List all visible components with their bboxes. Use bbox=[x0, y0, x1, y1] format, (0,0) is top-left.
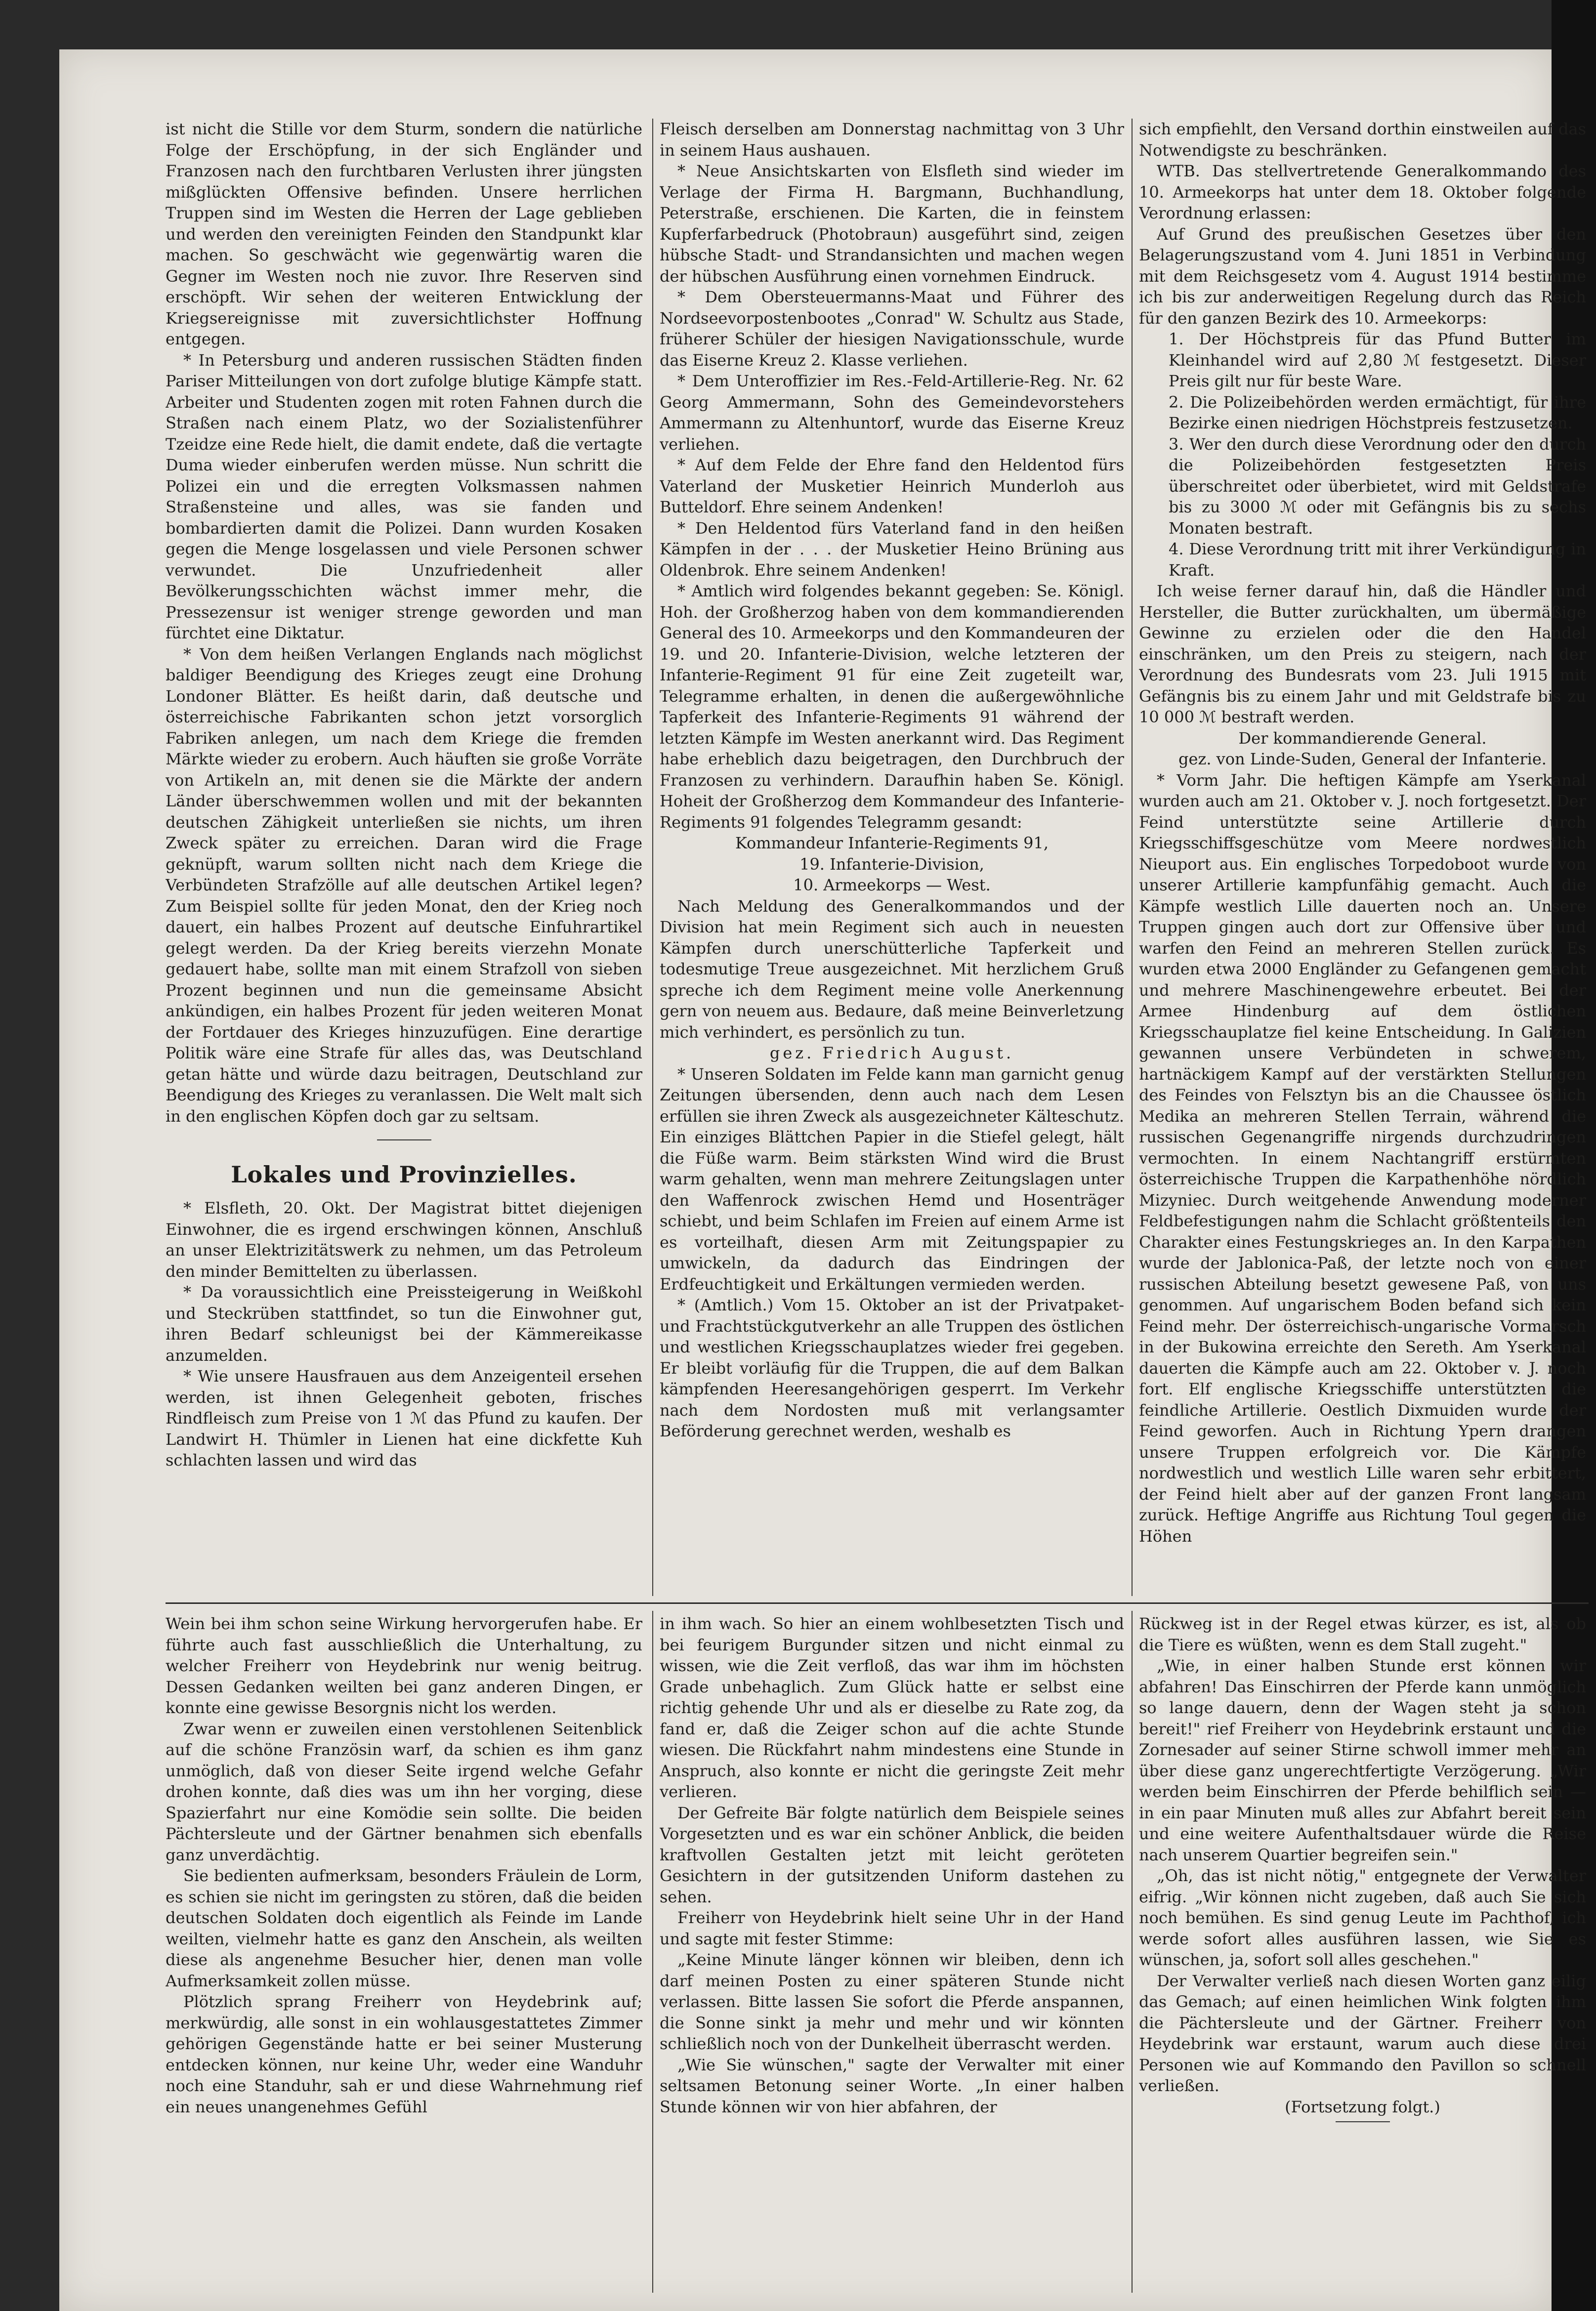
article-paragraph: * Dem Unteroffizier im Res.-Feld-Artillerie-Reg. Nr. 62 Georg Ammermann, Sohn des Gemeindevorstehers Ammermann zu Altenhuntorf, wurde das Eiserne Kreuz verliehen. bbox=[660, 372, 1124, 454]
continuation-note: (Fortsetzung folgt.) bbox=[1285, 2097, 1440, 2116]
serial-column-1 bbox=[166, 1613, 642, 2290]
signature-line: Der kommandierende General. bbox=[1238, 728, 1487, 748]
article-paragraph: * Wie unsere Hausfrauen aus dem Anzeigenteil ersehen werden, ist ihnen Gelegenheit geboten, frisches Rindfleisch zum Preise von 1 ℳ das Pfund zu kaufen. Der Landwirt H. Thümler in Lienen hat eine dickfette Kuh schlachten lassen und wird das bbox=[166, 1367, 642, 1470]
news-column-2 bbox=[660, 119, 1124, 1601]
article-paragraph: sich empfiehlt, den Versand dorthin einstweilen auf das Notwendigste zu beschränken. bbox=[1139, 120, 1586, 160]
article-paragraph: * Neue Ansichtskarten von Elsfleth sind wieder im Verlage der Firma H. Bargmann, Buchhandlung, Peterstraße, erschienen. Die Karten, die in feinstem Kupferfarbedruck (Photobraun) ausgeführt sind, zeigen hübsche Stadt- und Strandansichten und machen wegen der hübschen Ausführung einen vornehmen Eindruck. bbox=[660, 162, 1124, 286]
serial-paragraph: Wein bei ihm schon seine Wirkung hervorgerufen habe. Er führte auch fast ausschließlich die Unterhaltung, zu welcher Freiherr von Heydebrink nur wenig beitrug. Dessen Gedanken weilten bei ganz anderen Dingen, er konnte eine gewisse Besorgnis nicht los werden. bbox=[166, 1614, 642, 1717]
article-paragraph: Auf Grund des preußischen Gesetzes über den Belagerungszustand vom 4. Juni 1851 in Verbindung mit dem Reichsgesetz vom 4. August 1914 bestimme ich bis zur anderweitigen Regelung durch das Reich für den ganzen Bezirk des 10. Armeekorps: bbox=[1139, 224, 1586, 328]
serial-paragraph: Sie bedienten aufmerksam, besonders Fräulein de Lorm, es schien sie nicht im geringsten zu stören, daß die beiden deutschen Soldaten doch eigentlich als Feinde im Lande weilten, vielmehr hatte es ganz den Anschein, als weilten diese als angenehme Besucher hier, denen man volle Aufmerksamkeit zollen müsse. bbox=[166, 1866, 642, 1990]
article-paragraph: * Auf dem Felde der Ehre fand den Heldentod fürs Vaterland der Musketier Heinrich Munderloh aus Butteldorf. Ehre seinem Andenken! bbox=[660, 456, 1124, 516]
signature-line: gez. von Linde-Suden, General der Infanterie. bbox=[1178, 750, 1547, 768]
serial-paragraph: Der Verwalter verließ nach diesen Worten ganz eilig das Gemach; auf einen heimlichen Wink folgten ihm die Pächtersleute und der Gärtner. Freiherr von Heydebrink war erstaunt, warum auch diese drei Personen wie auf Kommando den Pavillon so schnell verließen. bbox=[1139, 1971, 1586, 2095]
article-paragraph: * Amtlich wird folgendes bekannt gegeben: Se. Königl. Hoh. der Großherzog haben von dem kommandierenden General des 10. Armeekorps und den Kommandeuren der 19. und 20. Infanterie-Division, welche letzteren der Infanterie-Regiment 91 für eine Zeit zugeteilt war, Telegramme erhalten, in denen die außergewöhnliche Tapferkeit des Infanterie-Regiments 91 während der letzten Kämpfe im Westen anerkannt wird. Das Regiment habe erheblich dazu beigetragen, den Durchbruch der Franzosen zu verhindern. Daraufhin haben Se. Königl. Hoheit der Großherzog dem Kommandeur des Infanterie-Regiments 91 folgendes Telegramm gesandt: bbox=[660, 582, 1124, 832]
serial-paragraph: Freiherr von Heydebrink hielt seine Uhr in der Hand und sagte mit fester Stimme: bbox=[660, 1908, 1124, 1948]
article-paragraph: * Elsfleth, 20. Okt. Der Magistrat bittet diejenigen Einwohner, die es irgend erschwingen können, Anschluß an unser Elektrizitätswerk zu nehmen, um das Petroleum den minder Bemittelten zu überlassen. bbox=[166, 1199, 642, 1281]
section-heading: Lokales und Provinzielles. bbox=[231, 1161, 577, 1188]
serial-paragraph: Zwar wenn er zuweilen einen verstohlenen Seitenblick auf die schöne Französin warf, da schien es ihm ganz unmöglich, daß von dieser Seite irgend welche Gefahr drohen konnte, daß dies was um ihn her vorging, diese Spazierfahrt nur eine Komödie sein sollte. Die beiden Pächtersleute und der Gärtner benahmen sich ebenfalls ganz unverdächtig. bbox=[166, 1719, 642, 1864]
article-paragraph: ist nicht die Stille vor dem Sturm, sondern die natürliche Folge der Erschöpfung, in der sich Engländer und Franzosen nach den furchtbaren Verlusten ihrer jüngsten mißglückten Offensive befinden. Unsere herrlichen Truppen sind im Westen die Herren der Lage geblieben und werden den vereinigten Feinden den Standpunkt klar machen. So geschwächt wie gegenwärtig waren die Gegner im Westen noch nie zuvor. Ihre Reserven sind erschöpft. Wir sehen der weiteren Entwicklung der Kriegsereignisse mit zuversichtlichster Hoffnung entgegen. bbox=[166, 120, 642, 348]
separator-rule bbox=[377, 1139, 431, 1140]
column-rule bbox=[1132, 119, 1133, 1596]
article-paragraph: * Da voraussichtlich eine Preissteigerung in Weißkohl und Steckrüben stattfindet, so tun die Einwohner gut, ihren Bedarf schleunigst bei der Kämmereikasse anzumelden. bbox=[166, 1283, 642, 1365]
serial-column-2 bbox=[660, 1613, 1124, 2290]
article-paragraph: * Vorm Jahr. Die heftigen Kämpfe am Yserkanal wurden auch am 21. Oktober v. J. noch fortgesetzt. Der Feind unterstützte seine Artillerie durch Kriegsschiffsgeschütze vom Meere nordwestlich Nieuport aus. Ein englisches Torpedoboot wurde von unserer Artillerie kampfunfähig gemacht. Auch die Kämpfe westlich Lille dauerten noch an. Unsere Truppen gingen auch dort zur Offensive über und warfen den Feind an mehreren Stellen zurück. Es wurden etwa 2000 Engländer zu Gefangenen gemacht und mehrere Maschinengewehre erbeutet. Bei der Armee Hindenburg auf dem östlichen Kriegsschauplatze fiel keine Entscheidung. In Galizien gewannen unsere Verbündeten in schwerem, hartnäckigem Kampf auf der verstärkten Stellungen des Feindes von Felsztyn bis an die Chaussee östlich Medika an mehreren Stellen Terrain, während die russischen Gegenangriffe nirgends durchzudringen vermochten. In einem Nachtangriff erstürmten österreichische Truppen die Karpathenhöhe nördlich Mizyniec. Durch weitgehende Anwendung moderner Feldbefestigungen nahm die Schlacht größtenteils den Charakter eines Festungskrieges an. In den Karpathen wurde der Jablonica-Paß, der letzte noch von einer russischen Abteilung besetzt gewesene Paß, von uns genommen. Auf ungarischem Boden befand sich kein Feind mehr. Der österreichisch-ungarische Vormarsch in der Bukowina erreichte den Sereth. Am Yserkanal dauerten die Kämpfe auch am 22. Oktober v. J. noch fort. Elf englische Kriegsschiffe unterstützten die feindliche Artillerie. Oestlich Dixmuiden wurde der Feind geworfen. Auch in Richtung Ypern drangen unsere Truppen erfolgreich vor. Die Kämpfe nordwestlich und westlich Lille waren sehr erbittert, der Feind hielt aber auf der ganzen Front langsam zurück. Heftige Angriffe aus Richtung Toul gegen die Höhen bbox=[1139, 770, 1586, 1546]
telegram-address: 10. Armeekorps — West. bbox=[793, 876, 991, 894]
column-rule bbox=[652, 1611, 653, 2293]
serial-paragraph: „Wie Sie wünschen," sagte der Verwalter mit einer seltsamen Betonung seiner Worte. „In einer halben Stunde können wir von hier abfahren, der bbox=[660, 2055, 1124, 2116]
column-rule bbox=[652, 119, 653, 1596]
section-rule bbox=[166, 1602, 1589, 1604]
article-paragraph: * Unseren Soldaten im Felde kann man garnicht genug Zeitungen übersenden, denn auch nach dem Lesen erfüllen sie ihren Zweck als ausgezeichneter Kälteschutz. Ein einziges Blättchen Papier in die Stiefel gelegt, hält die Füße warm. Beim stärksten Wind wird die Brust warm gehalten, wenn man mehrere Zeitungslagen unter den Waffenrock zwischen Hemd und Hosenträger schiebt, und beim Schlafen im Freien auf einem Arme ist es vorteilhaft, diesen Arm mit Zeitungspapier zu umwickeln, da dadurch das Eindringen der Erdfeuchtigkeit und Erkältungen vermieden werden. bbox=[660, 1064, 1124, 1294]
article-paragraph: WTB. Das stellvertretende Generalkommando des 10. Armeekorps hat unter dem 18. Oktober folgende Verordnung erlassen: bbox=[1139, 162, 1586, 222]
end-rule bbox=[1336, 2121, 1390, 2122]
article-paragraph: * (Amtlich.) Vom 15. Oktober an ist der Privatpaket- und Frachtstückgutverkehr an alle Truppen des östlichen und westlichen Kriegsschauplatzes wieder frei gegeben. Er bleibt vorläufig für die Truppen, die auf dem Balkan kämpfenden Heeresangehörigen gesperrt. Im Verkehr nach dem Nordosten muß mit verlangsamter Beförderung gerechnet werden, weshalb es bbox=[660, 1296, 1124, 1440]
news-column-1 bbox=[166, 119, 642, 1601]
article-paragraph: Fleisch derselben am Donnerstag nachmittag von 3 Uhr in seinem Haus aushauen. bbox=[660, 120, 1124, 160]
telegram-text: Nach Meldung des Generalkommandos und der Division hat mein Regiment sich auch in neuesten Kämpfen durch unerschütterliche Tapferkeit und todesmutige Treue ausgezeichnet. Mit herzlichem Gruß spreche ich dem Regiment meine volle Anerkennung gern von neuem aus. Bedaure, daß meine Beinverletzung mich verhindert, es persönlich zu tun. bbox=[660, 896, 1124, 1042]
article-paragraph: * Von dem heißen Verlangen Englands nach möglichst baldiger Beendigung des Krieges zeugt eine Drohung Londoner Blätter. Es heißt darin, daß deutsche und österreichische Fabrikanten schon jetzt vorsorglich Fabriken anlegen, um nach dem Kriege die fremden Märkte wieder zu erobern. Auch häuften sie große Vorräte von Artikeln an, mit denen sie die Märkte der andern Länder überschwemmen wollen und mit der bekannten deutschen Zähigkeit unterließen sie nichts, um ihren Zweck später zu erreichen. Daran wird die Frage geknüpft, warum sollten nicht nach dem Kriege die Verbündeten Strafzölle auf alle deutschen Artikel legen? Zum Beispiel sollte für jeden Monat, den der Krieg noch dauert, ein halbes Prozent auf deutsche Einfuhrartikel gelegt werden. Da der Krieg bereits vierzehn Monate gedauert habe, sollte man mit einem Strafzoll von sieben Prozent beginnen und nun die gemeinsame Absicht ankündigen, ein halbes Prozent für jeden weiteren Monat der Fortdauer des Krieges hinzuzufügen. Eine derartige Politik wäre eine Strafe für alles das, was Deutschland getan hätte und würde dazu beitragen, Deutschland zur Beendigung des Krieges zu veranlassen. Die Welt malt sich in den englischen Köpfen doch gar zu seltsam. bbox=[166, 644, 642, 1126]
list-item: 2. Die Polizeibehörden werden ermächtigt, für ihre Bezirke einen niedrigen Höchstpreis festzusetzen. bbox=[1169, 392, 1586, 432]
article-paragraph: * In Petersburg und anderen russischen Städten finden Pariser Mitteilungen von dort zufolge blutige Kämpfe statt. Arbeiter und Studenten zogen mit roten Fahnen durch die Straßen nach einem Platz, wo der Sozialistenführer Tzeidze eine Rede hielt, die damit endete, daß die vertagte Duma wieder einberufen werden müsse. Nun schritt die Polizei ein und die erregten Volksmassen nahmen Straßensteine und alles, was sie fanden und bombardierten damit die Polizei. Dann wurden Kosaken gegen die Menge losgelassen und viele Personen schwer verwundet. Die Unzufriedenheit aller Bevölkerungsschichten wächst immer mehr, die Pressezensur ist weniger strenge geworden und man fürchtet eine Diktatur. bbox=[166, 350, 642, 642]
serial-paragraph: in ihm wach. So hier an einem wohlbesetzten Tisch und bei feurigem Burgunder sitzen und nicht einmal zu wissen, wie die Zeit verfloß, das war ihm im höchsten Grade unbehaglich. Zum Glück hatte er selbst eine richtig gehende Uhr und als er dieselbe zu Rate zog, da fand er, daß die Zeiger schon auf die achte Stunde wiesen. Die Rückfahrt nahm mindestens eine Stunde in Anspruch, also konnte er nicht die geringste Zeit mehr verlieren. bbox=[660, 1614, 1124, 1801]
serial-paragraph: „Oh, das ist nicht nötig," entgegnete der Verwalter eifrig. „Wir können nicht zugeben, daß auch Sie sich noch bemühen. Es sind genug Leute im Pachthof, ich werde sofort alles ausführen lassen, wie Sie es wünschen, ja, sofort soll alles geschehen." bbox=[1139, 1866, 1586, 1969]
article-paragraph: * Den Heldentod fürs Vaterland fand in den heißen Kämpfen in der . . . der Musketier Heino Brüning aus Oldenbrok. Ehre seinem Andenken! bbox=[660, 518, 1124, 580]
serial-paragraph: Der Gefreite Bär folgte natürlich dem Beispiele seines Vorgesetzten und es war ein schöner Anblick, die beiden kraftvollen Gestalten jetzt mit leicht geröteten Gesichtern in der gutsitzenden Uniform dastehen zu sehen. bbox=[660, 1803, 1124, 1906]
serial-paragraph: Rückweg ist in der Regel etwas kürzer, es ist, als ob die Tiere es wüßten, wenn es dem Stall zugeht." bbox=[1139, 1614, 1586, 1654]
numbered-list bbox=[1139, 329, 1586, 581]
list-item: 3. Wer den durch diese Verordnung oder den durch die Polizeibehörden festgesetzten Preis überschreitet oder überbietet, wird mit Geldstrafe bis zu 3000 ℳ oder mit Gefängnis bis zu sechs Monaten bestraft. bbox=[1169, 434, 1586, 538]
serial-column-3 bbox=[1139, 1613, 1586, 2290]
serial-paragraph: „Wie, in einer halben Stunde erst können wir abfahren! Das Einschirren der Pferde kann unmöglich so lange dauern, denn der Wagen steht ja schon bereit!" rief Freiherr von Heydebrink erstaunt und die Zornesader auf seiner Stirne schwoll immer mehr an über diese ganz ungerechtfertigte Verzögerung. „Wir werden beim Einschirren der Pferde behilflich sein — in ein paar Minuten muß alles zur Abfahrt bereit sein und eine weitere Aufenthaltsdauer würde die Reise nach unserem Quartier begreifen sein." bbox=[1139, 1656, 1586, 1864]
telegram-signature: gez. Friedrich August. bbox=[769, 1044, 1014, 1062]
article-paragraph: Ich weise ferner darauf hin, daß die Händler und Hersteller, die Butter zurückhalten, um übermäßige Gewinne zu erzielen oder die den Handel einschränken, um den Preis zu steigern, nach der Verordnung des Bundesrats vom 23. Juli 1915 mit Gefängnis bis zu einem Jahr und mit Geldstrafe bis zu 10 000 ℳ bestraft werden. bbox=[1139, 582, 1586, 726]
news-column-3 bbox=[1139, 119, 1586, 1601]
column-rule bbox=[1132, 1611, 1133, 2293]
list-item: 4. Diese Verordnung tritt mit ihrer Verkündigung in Kraft. bbox=[1169, 540, 1586, 580]
serial-paragraph: „Keine Minute länger können wir bleiben, denn ich darf meinen Posten zu einer späteren Stunde nicht verlassen. Bitte lassen Sie sofort die Pferde anspannen, die Sonne sinkt ja mehr und mehr und wir könnten schließlich noch von der Dunkelheit überrascht werden. bbox=[660, 1950, 1124, 2053]
telegram-address: Kommandeur Infanterie-Regiments 91, bbox=[735, 834, 1049, 852]
serial-paragraph: Plötzlich sprang Freiherr von Heydebrink auf; merkwürdig, alle sonst in ein wohlausgestattetes Zimmer gehörigen Gegenstände hatte er bei seiner Musterung entdecken können, nur keine Uhr, weder eine Wanduhr noch eine Standuhr, sah er und diese Wahrnehmung rief ein neues unangenehmes Gefühl bbox=[166, 1992, 642, 2116]
article-paragraph: * Dem Obersteuermanns-Maat und Führer des Nordseevorpostenbootes „Conrad" W. Schultz aus Stade, früherer Schüler der hiesigen Navigationsschule, wurde das Eiserne Kreuz 2. Klasse verliehen. bbox=[660, 288, 1124, 370]
list-item: 1. Der Höchstpreis für das Pfund Butter im Kleinhandel wird auf 2,80 ℳ festgesetzt. Dieser Preis gilt nur für beste Ware. bbox=[1169, 330, 1586, 390]
telegram-address: 19. Infanterie-Division, bbox=[799, 854, 984, 874]
